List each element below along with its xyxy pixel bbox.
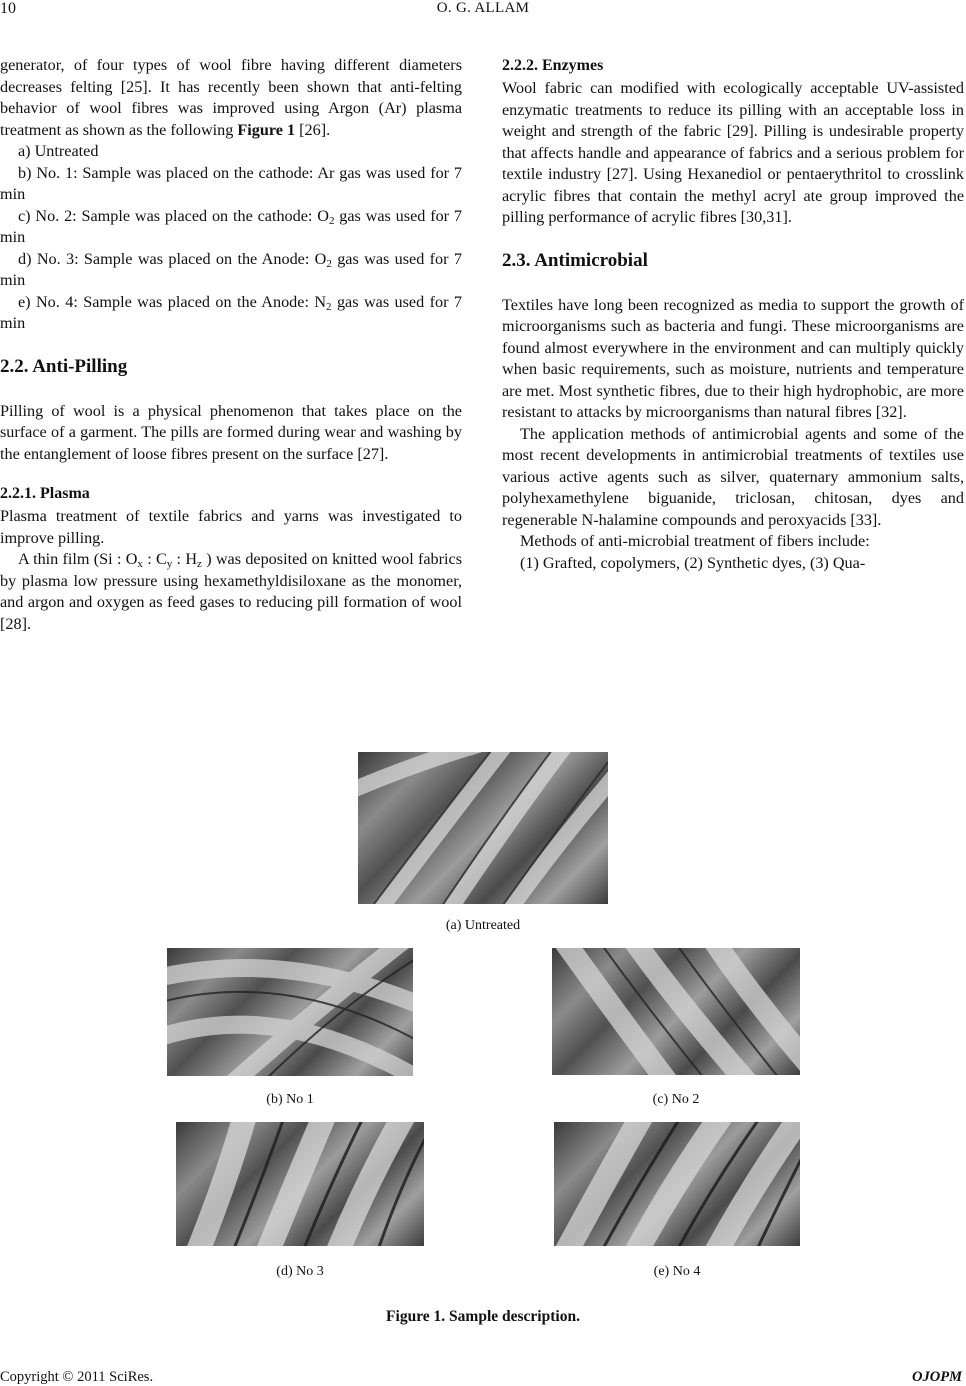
sem-image-no2 (552, 948, 800, 1075)
thin-film-paragraph: A thin film (Si : $O_x$ : $C_y$ : $H_z$ ) was deposited on knitted wool fabrics by plasma low pressure using hexamethyldisiloxane as the monomer, and argon and oxygen as feed gases to reducing pill formation of wool [28]. (0, 550, 463, 633)
sem-image-no3 (176, 1122, 424, 1246)
list-item-e: e) No. 4: Sample was placed on the Anode: $N_2$ gas was used for 7 min (0, 292, 462, 332)
caption-untreated: (a) Untreated (445, 918, 521, 933)
antimicrobial-paragraph-4: (1) Grafted, copolymers, (2) Synthetic dyes, (3) Qua- (520, 553, 866, 572)
antimicrobial-paragraph-3: Methods of anti-microbial treatment of fibers include: (520, 532, 870, 550)
section-heading-anti-pilling: 2.2. Anti-Pilling (0, 355, 128, 377)
right-column (502, 55, 964, 574)
list-item-b: b) No. 1: Sample was placed on the cathode: Ar gas was used for 7 min (0, 163, 462, 203)
caption-no2: (c) No 2 (652, 1092, 700, 1107)
figure-reference: Figure 1 (237, 120, 296, 139)
sem-image-untreated (358, 752, 608, 904)
running-head: O. G. ALLAM (436, 0, 530, 16)
plasma-paragraph: Plasma treatment of textile fabrics and yarns was investigated to improve pilling. (0, 507, 462, 547)
caption-no4: (e) No 4 (653, 1264, 701, 1279)
enzymes-paragraph: Wool fabric can modified with ecologically acceptable UV-assisted enzymatic treatments to reduce its pilling with an acceptable loss in weight and strength of the fabric [29]. Pilling is undesirable property that affects handle and appearance of fabrics and a serious problem for textile industry [27]. Using Hexanediol or pentaerythritol to crosslink acrylic fibres that contain the methyl acryl ate group improved the pilling performance of acrylic fibres [30,31]. (502, 79, 964, 226)
sem-image-no1 (167, 948, 413, 1076)
antimicrobial-paragraph-1: Textiles have long been recognized as media to support the growth of microorganisms such as bacteria and fungi. These microorganisms are found almost everywhere in the environment and can multiply quickly when basic requirements, such as moisture, nutrients and temperature are met. Most synthetic fibres, due to their high hydrophobic, are more resistant to attacks by microorganisms than natural fibres [32]. (502, 295, 964, 421)
subsection-heading-enzymes: 2.2.2. Enzymes (502, 57, 604, 74)
anti-pilling-paragraph: Pilling of wool is a physical phenomenon that takes place on the surface of a garment. The pills are formed during wear and washing by the entanglement of loose fibres present on the surface [27]. (0, 401, 462, 463)
intro-paragraph: generator, of four types of wool fibre having different diameters decreases felting [25]. It has recently been shown that anti-felting behavior of wool fibres was improved using Argon (Ar) plasma treatment as shown as the following Figure 1 [26]. (0, 56, 462, 139)
list-item-c: c) No. 2: Sample was placed on the cathode: $O_2$ gas was used for 7 min (0, 206, 462, 246)
antimicrobial-paragraph-2: The application methods of antimicrobial agents and some of the most recent developments in antimicrobial treatments of textiles use various active agents such as silver, quaternary ammonium salts, polyhexamethylene biguanide, triclosan, chitosan, dyes and regenerable N-halamine compounds and peroxyacids [33]. (502, 424, 964, 529)
list-item-a: a) Untreated (18, 142, 99, 160)
sem-image-no4 (554, 1122, 800, 1246)
caption-no1: (b) No 1 (266, 1092, 314, 1107)
footer-copyright: Copyright © 2011 SciRes. (0, 1369, 154, 1385)
left-column (0, 55, 462, 635)
subsection-heading-plasma: 2.2.1. Plasma (0, 485, 90, 502)
list-item-d: d) No. 3: Sample was placed on the Anode: $O_2$ gas was used for 7 min (0, 249, 462, 289)
section-heading-antimicrobial: 2.3. Antimicrobial (502, 249, 648, 271)
figure-title: Figure 1. Sample description. (386, 1308, 580, 1325)
caption-no3: (d) No 3 (276, 1264, 324, 1279)
page-number: 10 (0, 0, 16, 17)
footer-journal: OJOPM (912, 1369, 962, 1385)
